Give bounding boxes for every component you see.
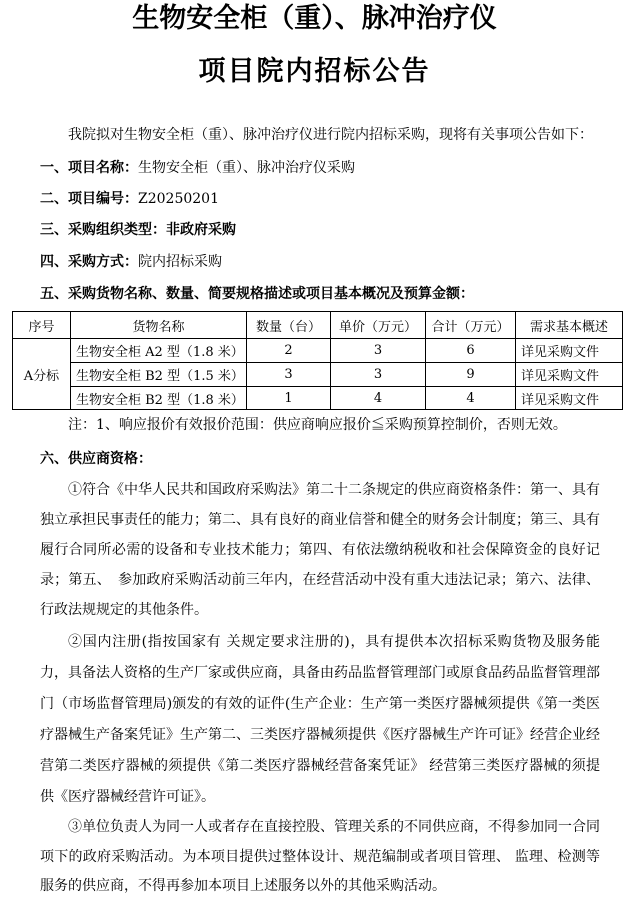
goods-name-cell: 生物安全柜 A2 型（1.8 米） [71, 339, 247, 363]
total-cell: 9 [426, 363, 516, 387]
unit-price-cell: 4 [331, 387, 426, 410]
qualification-paragraph-3: ③单位负责人为同一人或者存在直接控股、管理关系的不同供应商，不得参加同一合同项下的政府采购活动。为本项目提供过整体设计、规范编制或者项目管理、 监理、检测等服务的供应商，不得再参加本项目上述服务以外的其他采购活动。 [40, 819, 600, 894]
section-label: 一、项目名称： [40, 160, 138, 176]
quantity-cell: 1 [247, 387, 331, 410]
section-project-name [40, 158, 355, 178]
price-note: 注：1、响应报价有效报价范围：供应商响应报价≦采购预算控制价，否则无效。 [68, 417, 567, 433]
section-organization-type [40, 220, 236, 240]
section-label: 三、采购组织类型： [40, 222, 166, 238]
summary-cell: 详见采购文件 [516, 363, 623, 387]
section-goods-heading: 五、采购货物名称、数量、简要规格描述或项目基本概况及预算金额： [40, 286, 474, 302]
qualification-paragraph-1: ①符合《中华人民共和国政府采购法》第二十二条规定的供应商资格条件：第一、具有独立承担民事责任的能力；第二、具有良好的商业信誉和健全的财务会计制度；第三、具有履行合同所必需的设备和专业技术能力；第四、有依法缴纳税收和社会保障资金的良好记录；第五、 参加政府采购活动前三年内，在经营活动中没有重大违法记录；第六、法律、行政法规规定的其他条件。 [40, 482, 600, 618]
goods-table [12, 311, 623, 410]
intro-text: 我院拟对生物安全柜（重）、脉冲治疗仪进行院内招标采购，现将有关事项公告如下： [68, 127, 593, 143]
quantity-cell: 2 [247, 339, 331, 363]
summary-cell: 详见采购文件 [516, 339, 623, 363]
lot-group-cell: A分标 [13, 339, 71, 410]
table-row [13, 339, 623, 363]
unit-price-cell: 3 [331, 363, 426, 387]
summary-cell: 详见采购文件 [516, 387, 623, 410]
quantity-cell: 3 [247, 363, 331, 387]
total-cell: 4 [426, 387, 516, 410]
section-value: 非政府采购 [166, 222, 236, 238]
qualification-paragraph-2: ②国内注册(指按国家有 关规定要求注册的)，具有提供本次招标采购货物及服务能力，具备法人资格的生产厂家或供应商，具备由药品监督管理部门或原食品药品监督管理部门（市场监督管理局)颁发的有效的证件(生产企业：生产第一类医疗器械须提供《第一类医疗器械生产备案凭证》生产第二、三类医疗器械须提供《医疗器械生产许可证》经营企业经营第二类医疗器械的须提供《第二类医疗器械经营备案凭证》 经营第三类医疗器械的须提供《医疗器械经营许可证》。 [40, 634, 600, 805]
section-value: 生物安全柜（重）、脉冲治疗仪采购 [138, 160, 355, 176]
section-label: 四、采购方式： [40, 254, 138, 270]
unit-price-cell: 3 [331, 339, 426, 363]
goods-name-cell: 生物安全柜 B2 型（1.5 米） [71, 363, 247, 387]
section-value: Z20250201 [138, 191, 219, 207]
table-row [13, 363, 623, 387]
section-value: 院内招标采购 [138, 254, 222, 270]
header-index: 序号 [13, 312, 71, 339]
header-goods-name: 货物名称 [71, 312, 247, 339]
header-quantity: 数量（台） [247, 312, 331, 339]
total-cell: 6 [426, 339, 516, 363]
header-total: 合计（万元） [426, 312, 516, 339]
section-project-number [40, 189, 219, 209]
table-header-row [13, 312, 623, 339]
header-unit-price: 单价（万元） [331, 312, 426, 339]
document-subtitle: 项目院内招标公告 [198, 56, 431, 87]
section-qualifications-heading: 六、供应商资格： [40, 451, 152, 467]
table-row [13, 387, 623, 410]
section-procurement-method [40, 252, 222, 272]
goods-name-cell: 生物安全柜 B2 型（1.8 米） [71, 387, 247, 410]
section-label: 二、项目编号： [40, 191, 138, 207]
header-summary: 需求基本概述 [516, 312, 623, 339]
document-title: 生物安全柜（重）、脉冲治疗仪 [132, 3, 497, 34]
